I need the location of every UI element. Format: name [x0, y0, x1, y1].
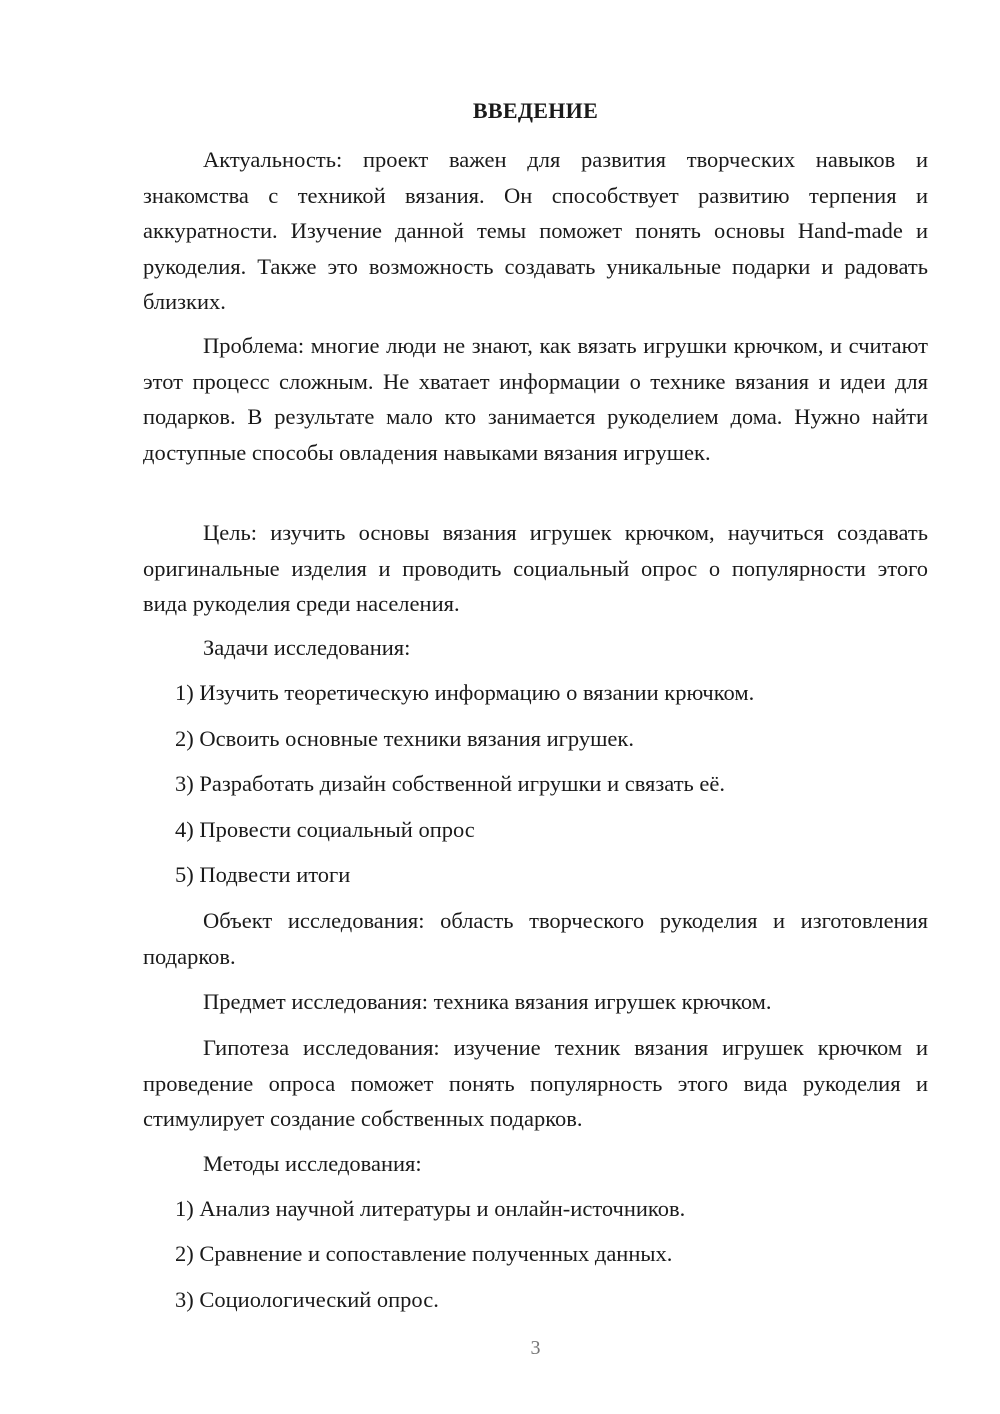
- goal-paragraph: Цель: изучить основы вязания игрушек крючком, научиться создавать оригинальные изделия и проводить социальный опрос о популярности этого вида рукоделия среди населения.: [143, 520, 928, 616]
- tasks-label: Задачи исследования:: [203, 635, 411, 660]
- object-paragraph: Объект исследования: область творческого рукоделия и изготовления подарков.: [143, 908, 928, 969]
- methods-label: Методы исследования:: [203, 1151, 422, 1176]
- problem-paragraph: Проблема: многие люди не знают, как вязать игрушки крючком, и считают этот процесс сложным. Не хватает информации о технике вязания и идеи для подарков. В результате мало кто занимается рукоделием дома. Нужно найти доступные способы овладения навыками вязания игрушек.: [143, 333, 928, 465]
- method-item: 2) Сравнение и сопоставление полученных данных.: [175, 1241, 673, 1266]
- method-item: 1) Анализ научной литературы и онлайн-источников.: [175, 1196, 686, 1221]
- task-item: 4) Провести социальный опрос: [175, 817, 475, 842]
- task-item: 2) Освоить основные техники вязания игрушек.: [175, 726, 634, 751]
- task-item: 3) Разработать дизайн собственной игрушки и связать её.: [175, 771, 726, 796]
- subject-paragraph: Предмет исследования: техника вязания игрушек крючком.: [203, 989, 772, 1014]
- hypothesis-paragraph: Гипотеза исследования: изучение техник вязания игрушек крючком и проведение опроса поможет понять популярность этого вида рукоделия и стимулирует создание собственных подарков.: [143, 1035, 928, 1131]
- document-page: [143, 0, 928, 1414]
- method-item: 3) Социологический опрос.: [175, 1287, 439, 1312]
- page-title: ВВЕДЕНИЕ: [472, 98, 599, 123]
- task-item: 5) Подвести итоги: [175, 862, 351, 887]
- relevance-paragraph: Актуальность: проект важен для развития творческих навыков и знакомства с техникой вязания. Он способствует развитию терпения и аккуратности. Изучение данной темы поможет понять основы Hand-made и рукоделия. Также это возможность создавать уникальные подарки и радовать близких.: [143, 147, 928, 314]
- task-item: 1) Изучить теоретическую информацию о вязании крючком.: [175, 680, 755, 705]
- page-number: 3: [530, 1337, 541, 1359]
